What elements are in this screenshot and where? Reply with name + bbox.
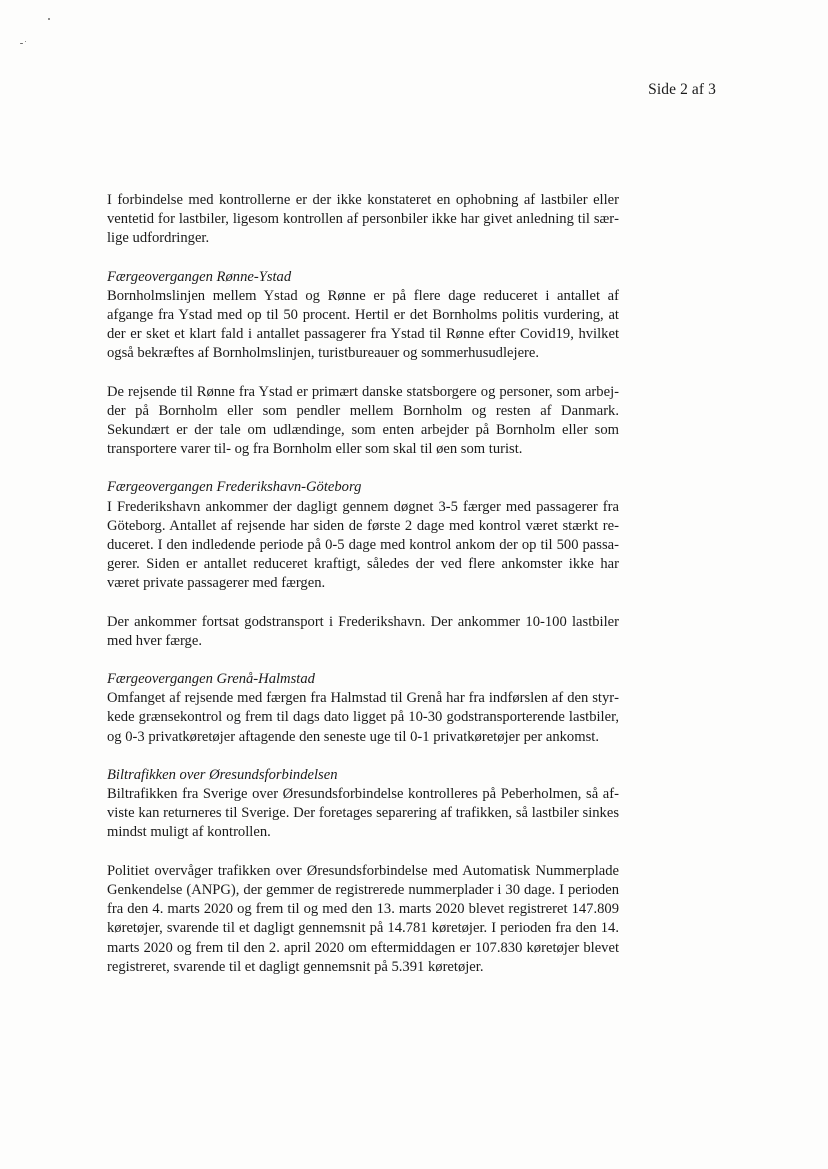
section-heading-oresund: Biltrafikken over Øresundsforbindelsen [107, 766, 338, 783]
paragraph-oresund-1: Biltrafikken fra Sverige over Øresundsforbindelse kontrolleres på Peberholmen, så afviste kan returneres til Sverige. Der foretages separering af trafikken, så lastbiler sinkes mindst muligt af kontrollen. [107, 786, 619, 841]
paragraph-frederikshavn-2: Der ankommer fortsat godstransport i Frederikshavn. Der ankommer 10-100 lastbiler med hver færge. [107, 613, 619, 649]
page-number: Side 2 af 3 [648, 81, 716, 98]
paragraph-frederikshavn-1: I Frederikshavn ankommer der dagligt gennem døgnet 3-5 færger med passagerer fra Göteborg. Antallet af rejsende har siden de første 2 dage med kontrol været stærkt reduceret. I den indledende periode på 0-5 dage med kontrol ankom der op til 500 passagerer. Siden er antallet reduceret kraftigt, således der ved flere ankomster ikke har været private passagerer med færgen. [107, 498, 619, 592]
section-heading-ronne-ystad: Færgeovergangen Rønne-Ystad [107, 268, 292, 285]
intro-paragraph: I forbindelse med kontrollerne er der ikke konstateret en ophobning af lastbiler eller ventetid for lastbiler, ligesom kontrollen af personbiler ikke har givet anledning til særlige udfordringer. [107, 192, 619, 247]
scan-speck [48, 18, 50, 20]
scan-speck [25, 41, 26, 42]
paragraph-oresund-2: Politiet overvåger trafikken over Øresundsforbindelse med Automatisk Nummerplade Genkendelse (ANPG), der gemmer de registrerede nummerplader i 30 dage. I perioden fra den 4. marts 2020 og frem til og med den 13. marts 2020 blevet registreret 147.809 køretøjer, svarende til et dagligt gennemsnit på 14.781 køretøjer. I perioden fra den 14. marts 2020 og frem til den 2. april 2020 om eftermiddagen er 107.830 køretøjer blevet registreret, svarende til et dagligt gennemsnit på 5.391 køretøjer. [107, 862, 619, 975]
paragraph-grena-halmstad: Omfanget af rejsende med færgen fra Halmstad til Grenå har fra indførslen af den styrkede grænsekontrol og frem til dags dato ligget på 10-30 godstransporterende lastbiler, og 0-3 privatkøretøjer aftagende den seneste uge til 0-1 privatkøretøjer per ankomst. [107, 690, 619, 745]
paragraph-ronne-ystad-2: De rejsende til Rønne fra Ystad er primært danske statsborgere og personer, som arbejder på Bornholm eller som pendler mellem Bornholm og resten af Danmark. Sekundært er der tale om udlændinge, som enten arbejder på Bornholm eller som transportere varer til- og fra Bornholm eller som skal til øen som turist. [107, 383, 619, 458]
scan-speck [20, 43, 23, 44]
section-heading-grena-halmstad: Færgeovergangen Grenå-Halmstad [107, 671, 315, 688]
document-body [107, 191, 619, 977]
section-heading-frederikshavn-goteborg: Færgeovergangen Frederikshavn-Göteborg [107, 479, 362, 496]
paragraph-ronne-ystad-1: Bornholmslinjen mellem Ystad og Rønne er på flere dage reduceret i antallet af afgange fra Ystad med op til 50 procent. Hertil er det Bornholms politis vurdering, at der er sket et klart fald i antallet passagerer fra Ystad til Rønne efter Covid19, hvilket også bekræftes af Bornholmslinjen, turistbureauer og sommerhusudlejere. [107, 287, 619, 362]
